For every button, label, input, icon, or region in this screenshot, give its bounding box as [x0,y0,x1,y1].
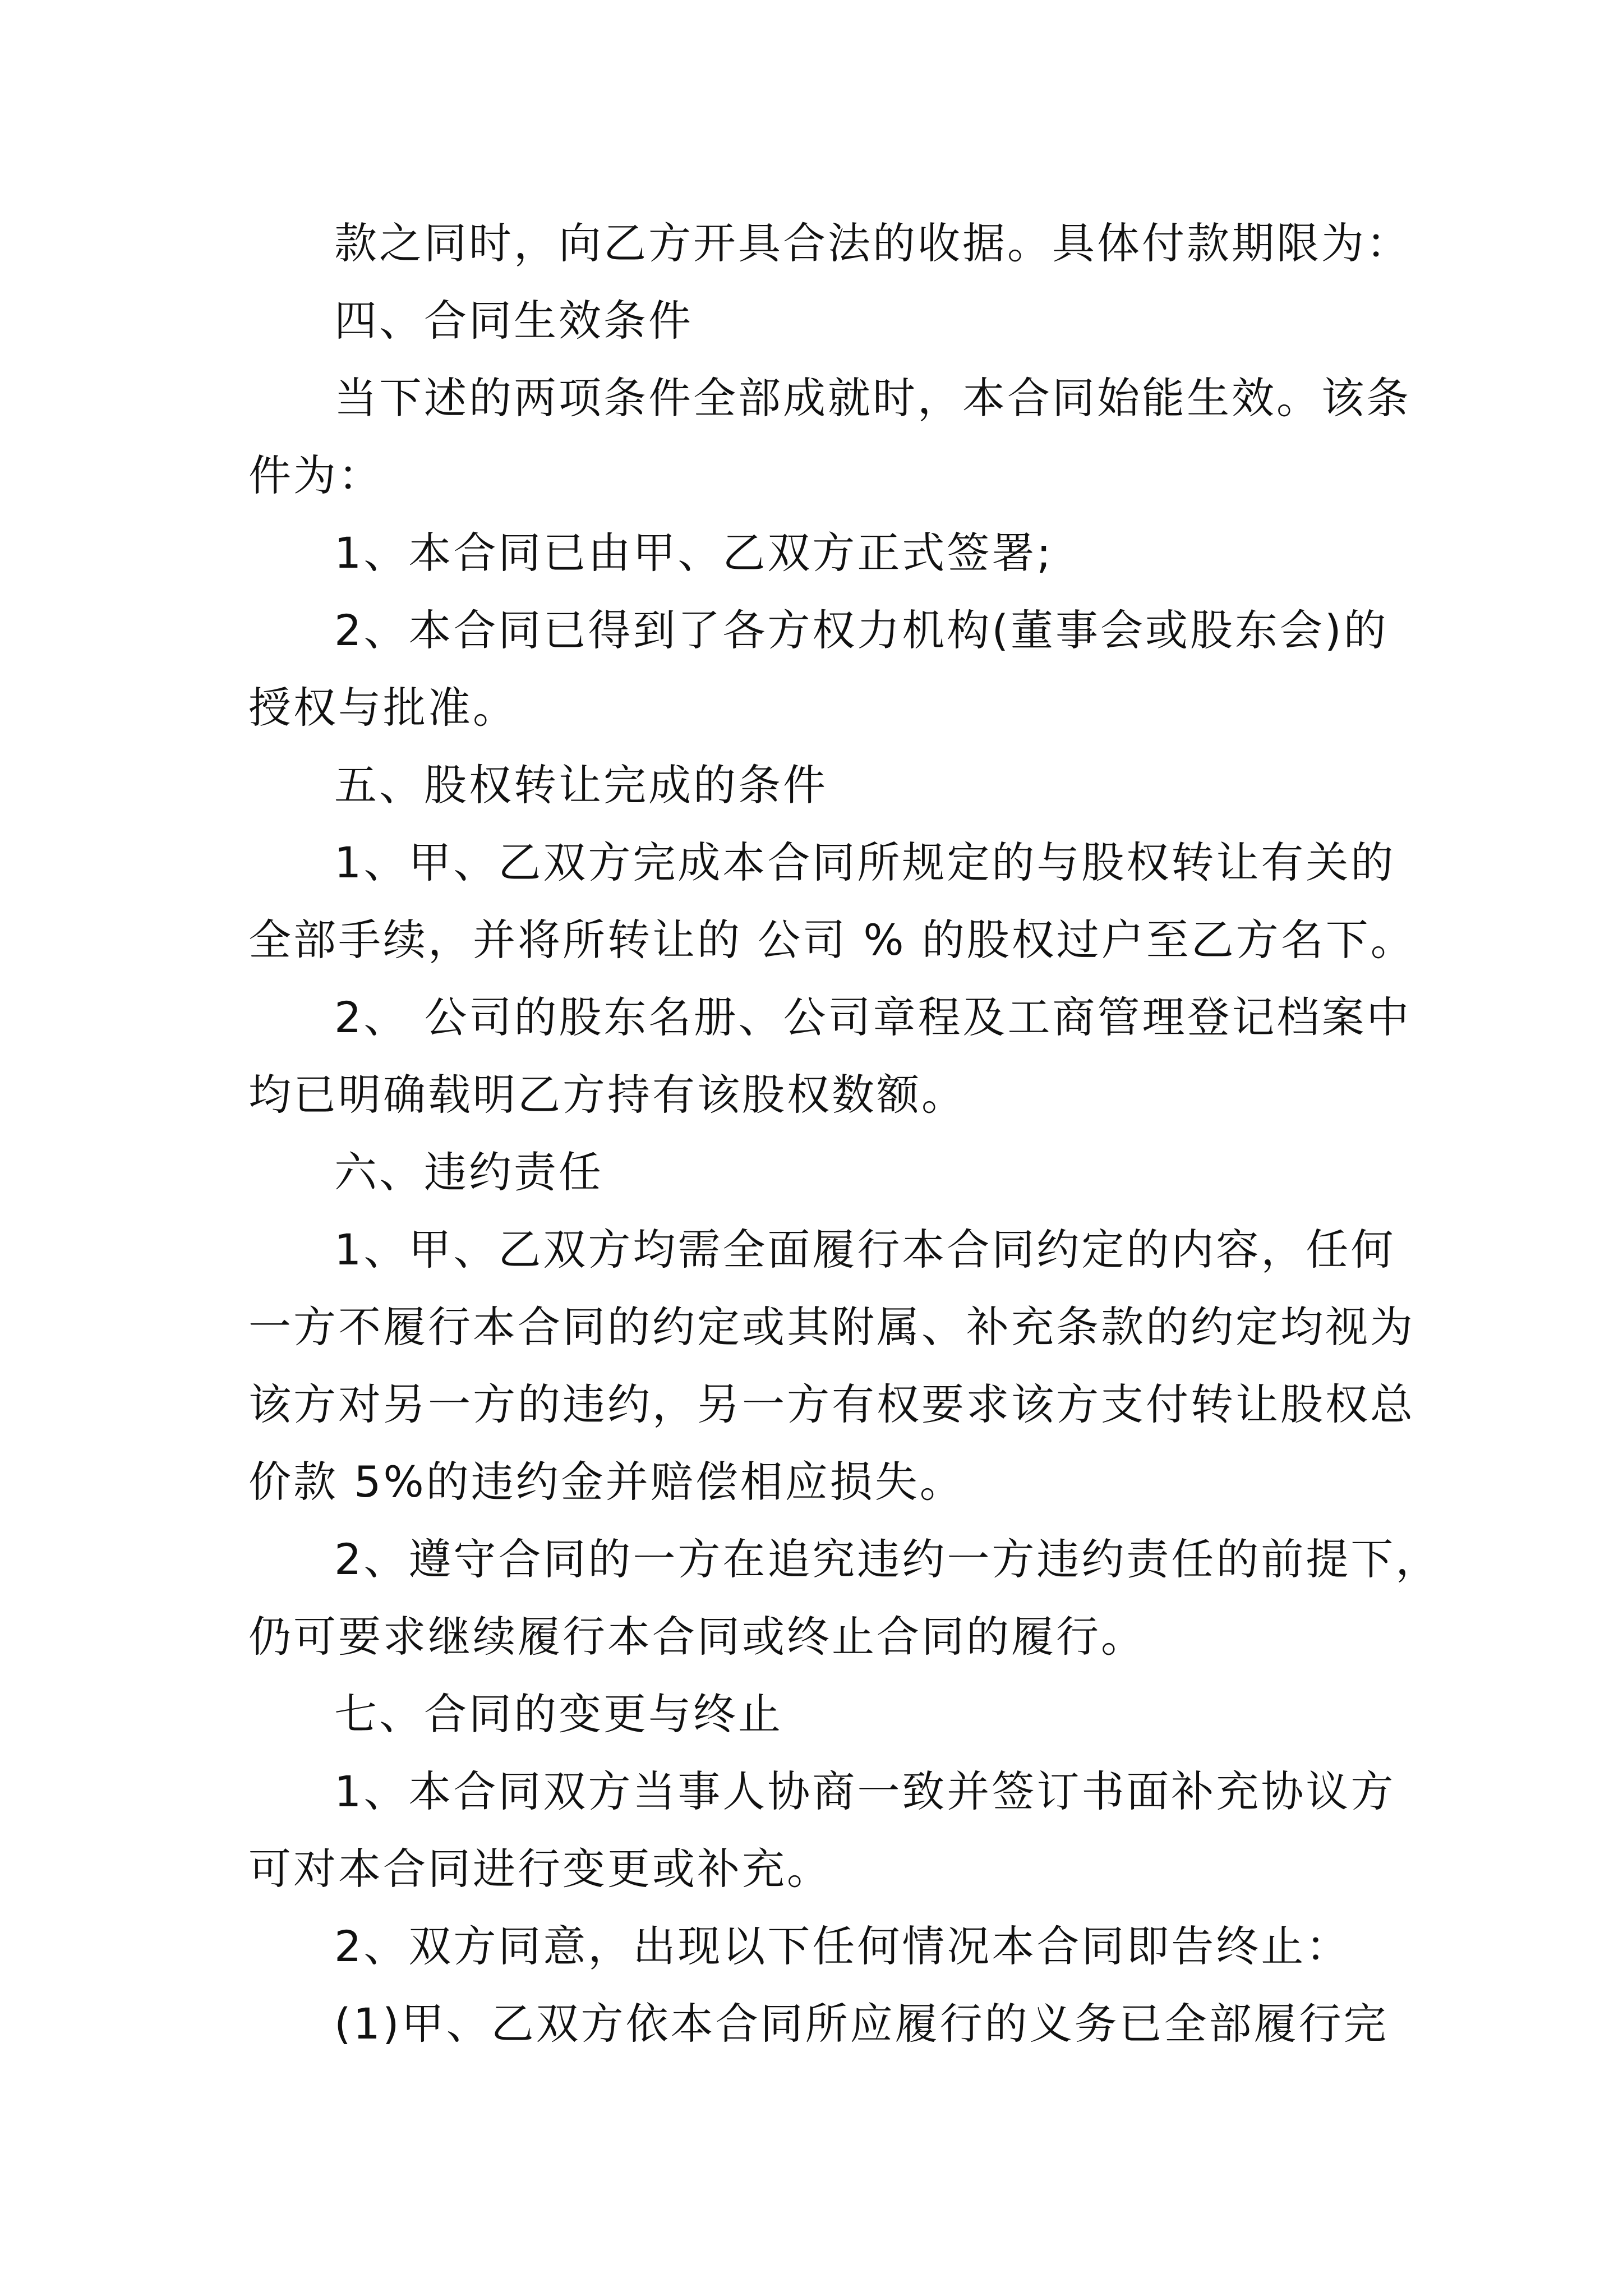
list-item: 1、甲、乙双方均需全面履行本合同约定的内容，任何 [334,1225,1396,1274]
list-item: 1、甲、乙双方完成本合同所规定的与股权转让有关的 [334,838,1396,887]
text-line: 件为： [248,450,383,500]
text-line: 仍可要求继续履行本合同或终止合同的履行。 [248,1612,1146,1662]
list-item: 2、遵守合同的一方在追究违约一方违约责任的前提下， [334,1534,1441,1584]
text-line: 当下述的两项条件全部成就时，本合同始能生效。该条 [334,373,1411,423]
list-item: 2、本合同已得到了各方权力机构(董事会或股东会)的 [334,605,1389,655]
text-line: 全部手续，并将所转让的 公司 % 的股权过户至乙方名下。 [248,915,1415,965]
text-line: 款之同时，向乙方开具合法的收据。具体付款期限为： [334,218,1411,268]
section-heading: 六、违约责任 [334,1147,603,1197]
text-line: 价款 5%的违约金并赔偿相应损失。 [248,1457,965,1507]
section-heading: 七、合同的变更与终止 [334,1689,783,1739]
text-line: 可对本合同进行变更或补充。 [248,1844,832,1894]
list-item: (1)甲、乙双方依本合同所应履行的义务已全部履行完 [334,1999,1389,2049]
list-item: 1、本合同双方当事人协商一致并签订书面补充协议方 [334,1766,1396,1816]
text-line: 该方对另一方的违约，另一方有权要求该方支付转让股权总 [248,1379,1415,1429]
section-heading: 四、合同生效条件 [334,296,693,346]
text-line: 均已明确载明乙方持有该股权数额。 [248,1070,966,1120]
section-heading: 五、股权转让完成的条件 [334,760,828,810]
text-line: 一方不履行本合同的约定或其附属、补充条款的约定均视为 [248,1302,1415,1352]
list-item: 2、 公司的股东名册、公司章程及工商管理登记档案中 [334,992,1412,1042]
list-item: 1、本合同已由甲、乙双方正式签署; [334,528,1053,578]
list-item: 2、双方同意，出现以下任何情况本合同即告终止： [334,1921,1351,1971]
text-line: 授权与批准。 [248,683,518,733]
